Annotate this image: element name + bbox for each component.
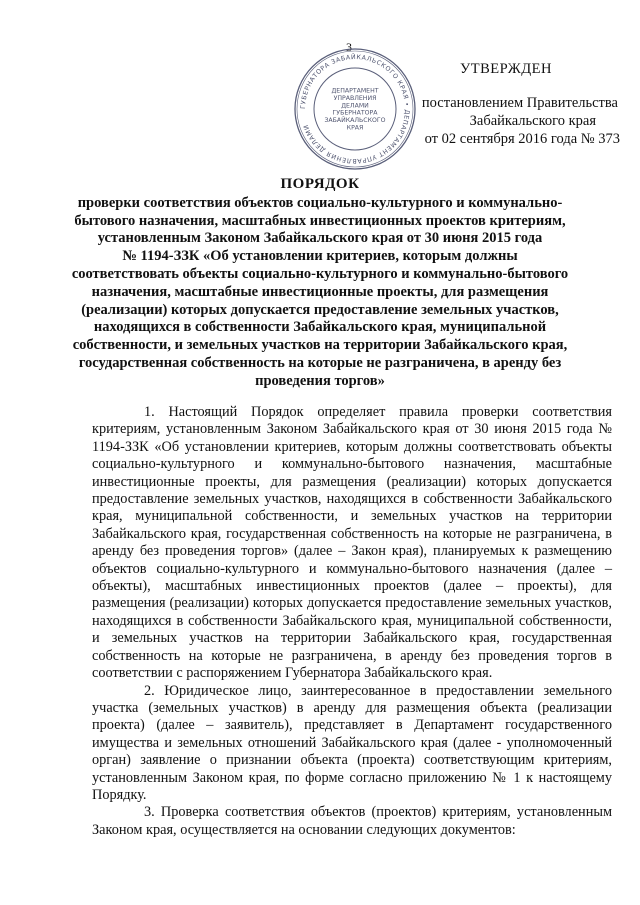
title-line: государственная собственность на которые не разграничена, в аренду без [78, 354, 562, 371]
title-line: установленным Законом Забайкальского края от 30 июня 2015 года [97, 230, 543, 247]
approval-line-region: Забайкальского края [469, 113, 596, 129]
svg-text:КРАЯ: КРАЯ [346, 124, 364, 132]
title-line: проверки соответствия объектов социально-культурного и коммунально- [77, 194, 563, 211]
approval-stamp-heading: УТВЕРЖДЕН [460, 61, 552, 77]
official-seal-stamp [292, 46, 418, 172]
approval-line-decree: постановлением Правительства [421, 95, 618, 111]
svg-text:ГУБЕРНАТОРА ЗАБАЙКАЛЬСКОГО КРА: ГУБЕРНАТОРА ЗАБАЙКАЛЬСКОГО КРАЯ • ДЕПАРТАМЕНТ УПРАВЛЕНИЯ ДЕЛАМИ [299, 53, 411, 165]
document-title [70, 176, 570, 391]
title-line: собственности, и земельных участков на территории Забайкальского края, [72, 337, 568, 354]
svg-text:ЗАБАЙКАЛЬСКОГО: ЗАБАЙКАЛЬСКОГО [324, 117, 386, 125]
paragraph-1: 1. Настоящий Порядок определяет правила проверки соответствия критериям, установленным Законом Забайкальского края от 30 июня 2015 года № 1194-ЗЗК «Об установлении критериев, которым должны соответствовать объекты социально-культурного и коммунально-бытового назначения, масштабные инвестиционные проекты, для размещения (реализации) которых допускается предоставление земельных участков, находящихся в собственности Забайкальского края, муниципальной собственности, и земельных участков на территории Забайкальского края, государственная собственность на которые не разграничена, в аренду без проведения торгов» (далее – Закон края), планируемых к размещению объектов социально-культурного и коммунально-бытового назначения (далее – объекты), масштабных инвестиционных проектов (далее – проекты), для размещения (реализации) которых допускается предоставление земельных участков, находящихся в собственности Забайкальского края, муниципальной собственности, и земельных участков на территории Забайкальского края, государственная собственность на которые не разграничена, в аренду без проведения торгов в соответствии с распоряжением Губернатора Забайкальского края. [92, 404, 612, 682]
title-line: проведения торгов» [255, 372, 385, 389]
svg-text:ГУБЕРНАТОРА: ГУБЕРНАТОРА [332, 109, 378, 117]
title-heading: ПОРЯДОК [280, 176, 360, 192]
svg-text:ДЕПАРТАМЕНТ: ДЕПАРТАМЕНТ [331, 87, 379, 95]
approval-line-date: от 02 сентября 2016 года № 373 [424, 131, 620, 147]
title-line: (реализации) которых допускается предоставление земельных участков, [81, 301, 559, 318]
title-line: соответствовать объекты социально-культурного и коммунально-бытового [71, 265, 569, 282]
page-number: 3 [346, 40, 352, 54]
title-line: бытового назначения, масштабных инвестиционных проектов критериям, [74, 212, 566, 229]
title-line: назначения, масштабные инвестиционные проекты, для размещения [91, 283, 549, 300]
title-line: находящихся в собственности Забайкальского края, муниципальной [93, 319, 547, 336]
svg-text:ДЕЛАМИ: ДЕЛАМИ [341, 102, 369, 110]
svg-text:УПРАВЛЕНИЯ: УПРАВЛЕНИЯ [333, 94, 377, 102]
paragraph-3: 3. Проверка соответствия объектов (проектов) критериям, установленным Законом края, осуществляется на основании следующих документов: [92, 804, 612, 838]
document-body [92, 404, 612, 839]
paragraph-2: 2. Юридическое лицо, заинтересованное в предоставлении земельного участка (земельных участков) в аренду для размещения объекта (реализации проекта) (далее – заявитель), представляет в Департамент государственного имущества и земельных отношений Забайкальского края (далее - уполномоченный орган) заявление о признании объекта (проекта) соответствующим критериям, установленным Законом края, по форме согласно приложению № 1 к настоящему Порядку. [92, 682, 612, 803]
title-line: № 1194-ЗЗК «Об установлении критериев, которым должны [122, 248, 518, 265]
